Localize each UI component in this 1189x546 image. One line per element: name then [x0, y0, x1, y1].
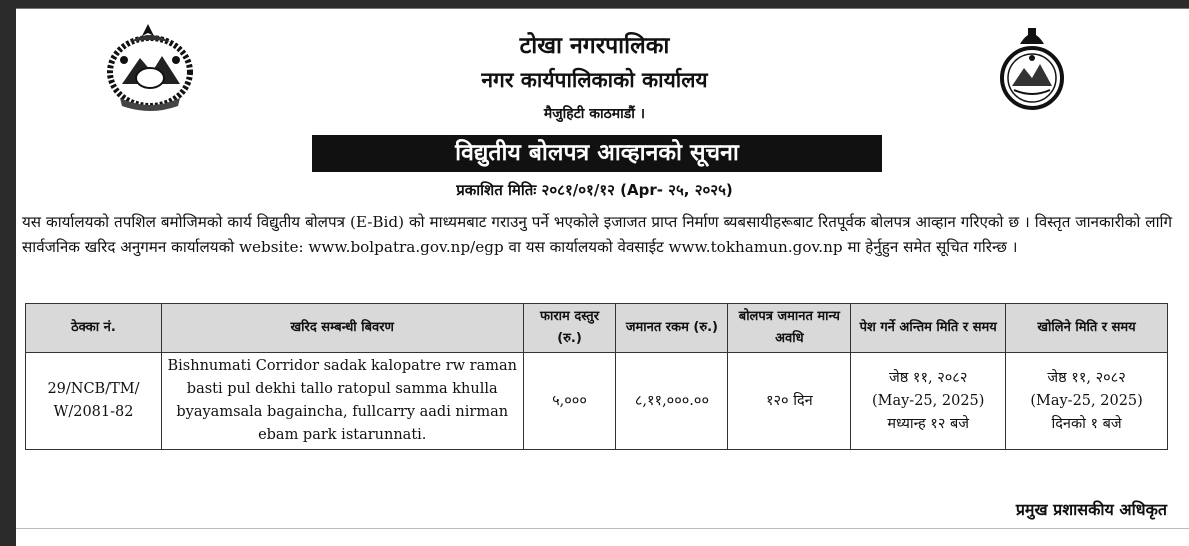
col-header-contract-no: ठेक्का नं.	[26, 304, 162, 353]
form-fee-cell: ५,०००	[523, 353, 616, 450]
office-location: मैजुहिटी काठमाडौं ।	[543, 106, 646, 122]
col-header-submission: पेश गर्ने अन्तिम मिति र समय	[851, 304, 1006, 353]
col-header-description: खरिद सम्बन्धी बिवरण	[161, 304, 523, 353]
notice-title-banner: विद्युतीय बोलपत्र आव्हानको सूचना	[312, 135, 882, 172]
col-header-opening: खोलिने मिति र समय	[1006, 304, 1168, 353]
page-edge	[16, 8, 1189, 9]
published-date: प्रकाशित मितिः २०८१/०१/१२ (Apr- २५, २०२५)	[456, 181, 733, 199]
opening-time: दिनको १ बजे	[1051, 415, 1122, 432]
bottom-divider	[16, 528, 1189, 529]
col-header-validity: बोलपत्र जमानत मान्य अवधि	[728, 304, 851, 353]
office-name: नगर कार्यपालिकाको कार्यालय	[481, 68, 708, 92]
organization-name: टोखा नगरपालिका	[519, 33, 670, 59]
table-row	[26, 353, 1168, 450]
validity-cell: १२० दिन	[728, 353, 851, 450]
table-header-row	[26, 304, 1168, 353]
signatory-title: प्रमुख प्रशासकीय अधिकृत	[1015, 500, 1167, 519]
opening-cell	[1006, 353, 1168, 450]
submission-time: मध्यान्ह १२ बजे	[887, 415, 970, 432]
description-cell: Bishnumati Corridor sadak kalopatre rw raman basti pul dekhi tallo ratopul samma khulla byayamsala bagaincha, fullcarry aadi nirman ebam park istarunnati.	[161, 353, 523, 450]
col-header-form-fee: फाराम दस्तुर (रु.)	[523, 304, 616, 353]
opening-date-en: (May-25, 2025)	[1030, 392, 1143, 409]
col-header-bid-security: जमानत रकम (रु.)	[616, 304, 728, 353]
submission-cell	[851, 353, 1006, 450]
submission-date: जेष्ठ ११, २०८२	[889, 369, 968, 386]
frame-top-border	[0, 0, 1189, 8]
submission-date-en: (May-25, 2025)	[871, 392, 985, 409]
contract-no-cell: 29/NCB/TM/ W/2081-82	[26, 353, 162, 450]
tender-table	[25, 303, 1168, 450]
notice-intro-paragraph: यस कार्यालयको तपशिल बमोजिमको कार्य विद्युतीय बोलपत्र (E-Bid) को माध्यमबाट गराउनु पर्ने भएकोले इजाजत प्राप्त निर्माण ब्यबसायीहरूबाट रितपूर्वक बोलपत्र आव्हान गरिएको छ । विस्तृत जानकारीको लागि सार्वजनिक खरिद अनुगमन कार्यालयको website: www.bolpatra.gov.np/egp वा यस कार्यालयको वेवसाईट www.tokhamun.gov.np मा हेर्नुहुन समेत सूचित गरिन्छ ।	[22, 213, 1172, 256]
opening-date: जेष्ठ ११, २०८२	[1047, 369, 1126, 386]
bid-security-cell: ८,११,०००.००	[616, 353, 728, 450]
